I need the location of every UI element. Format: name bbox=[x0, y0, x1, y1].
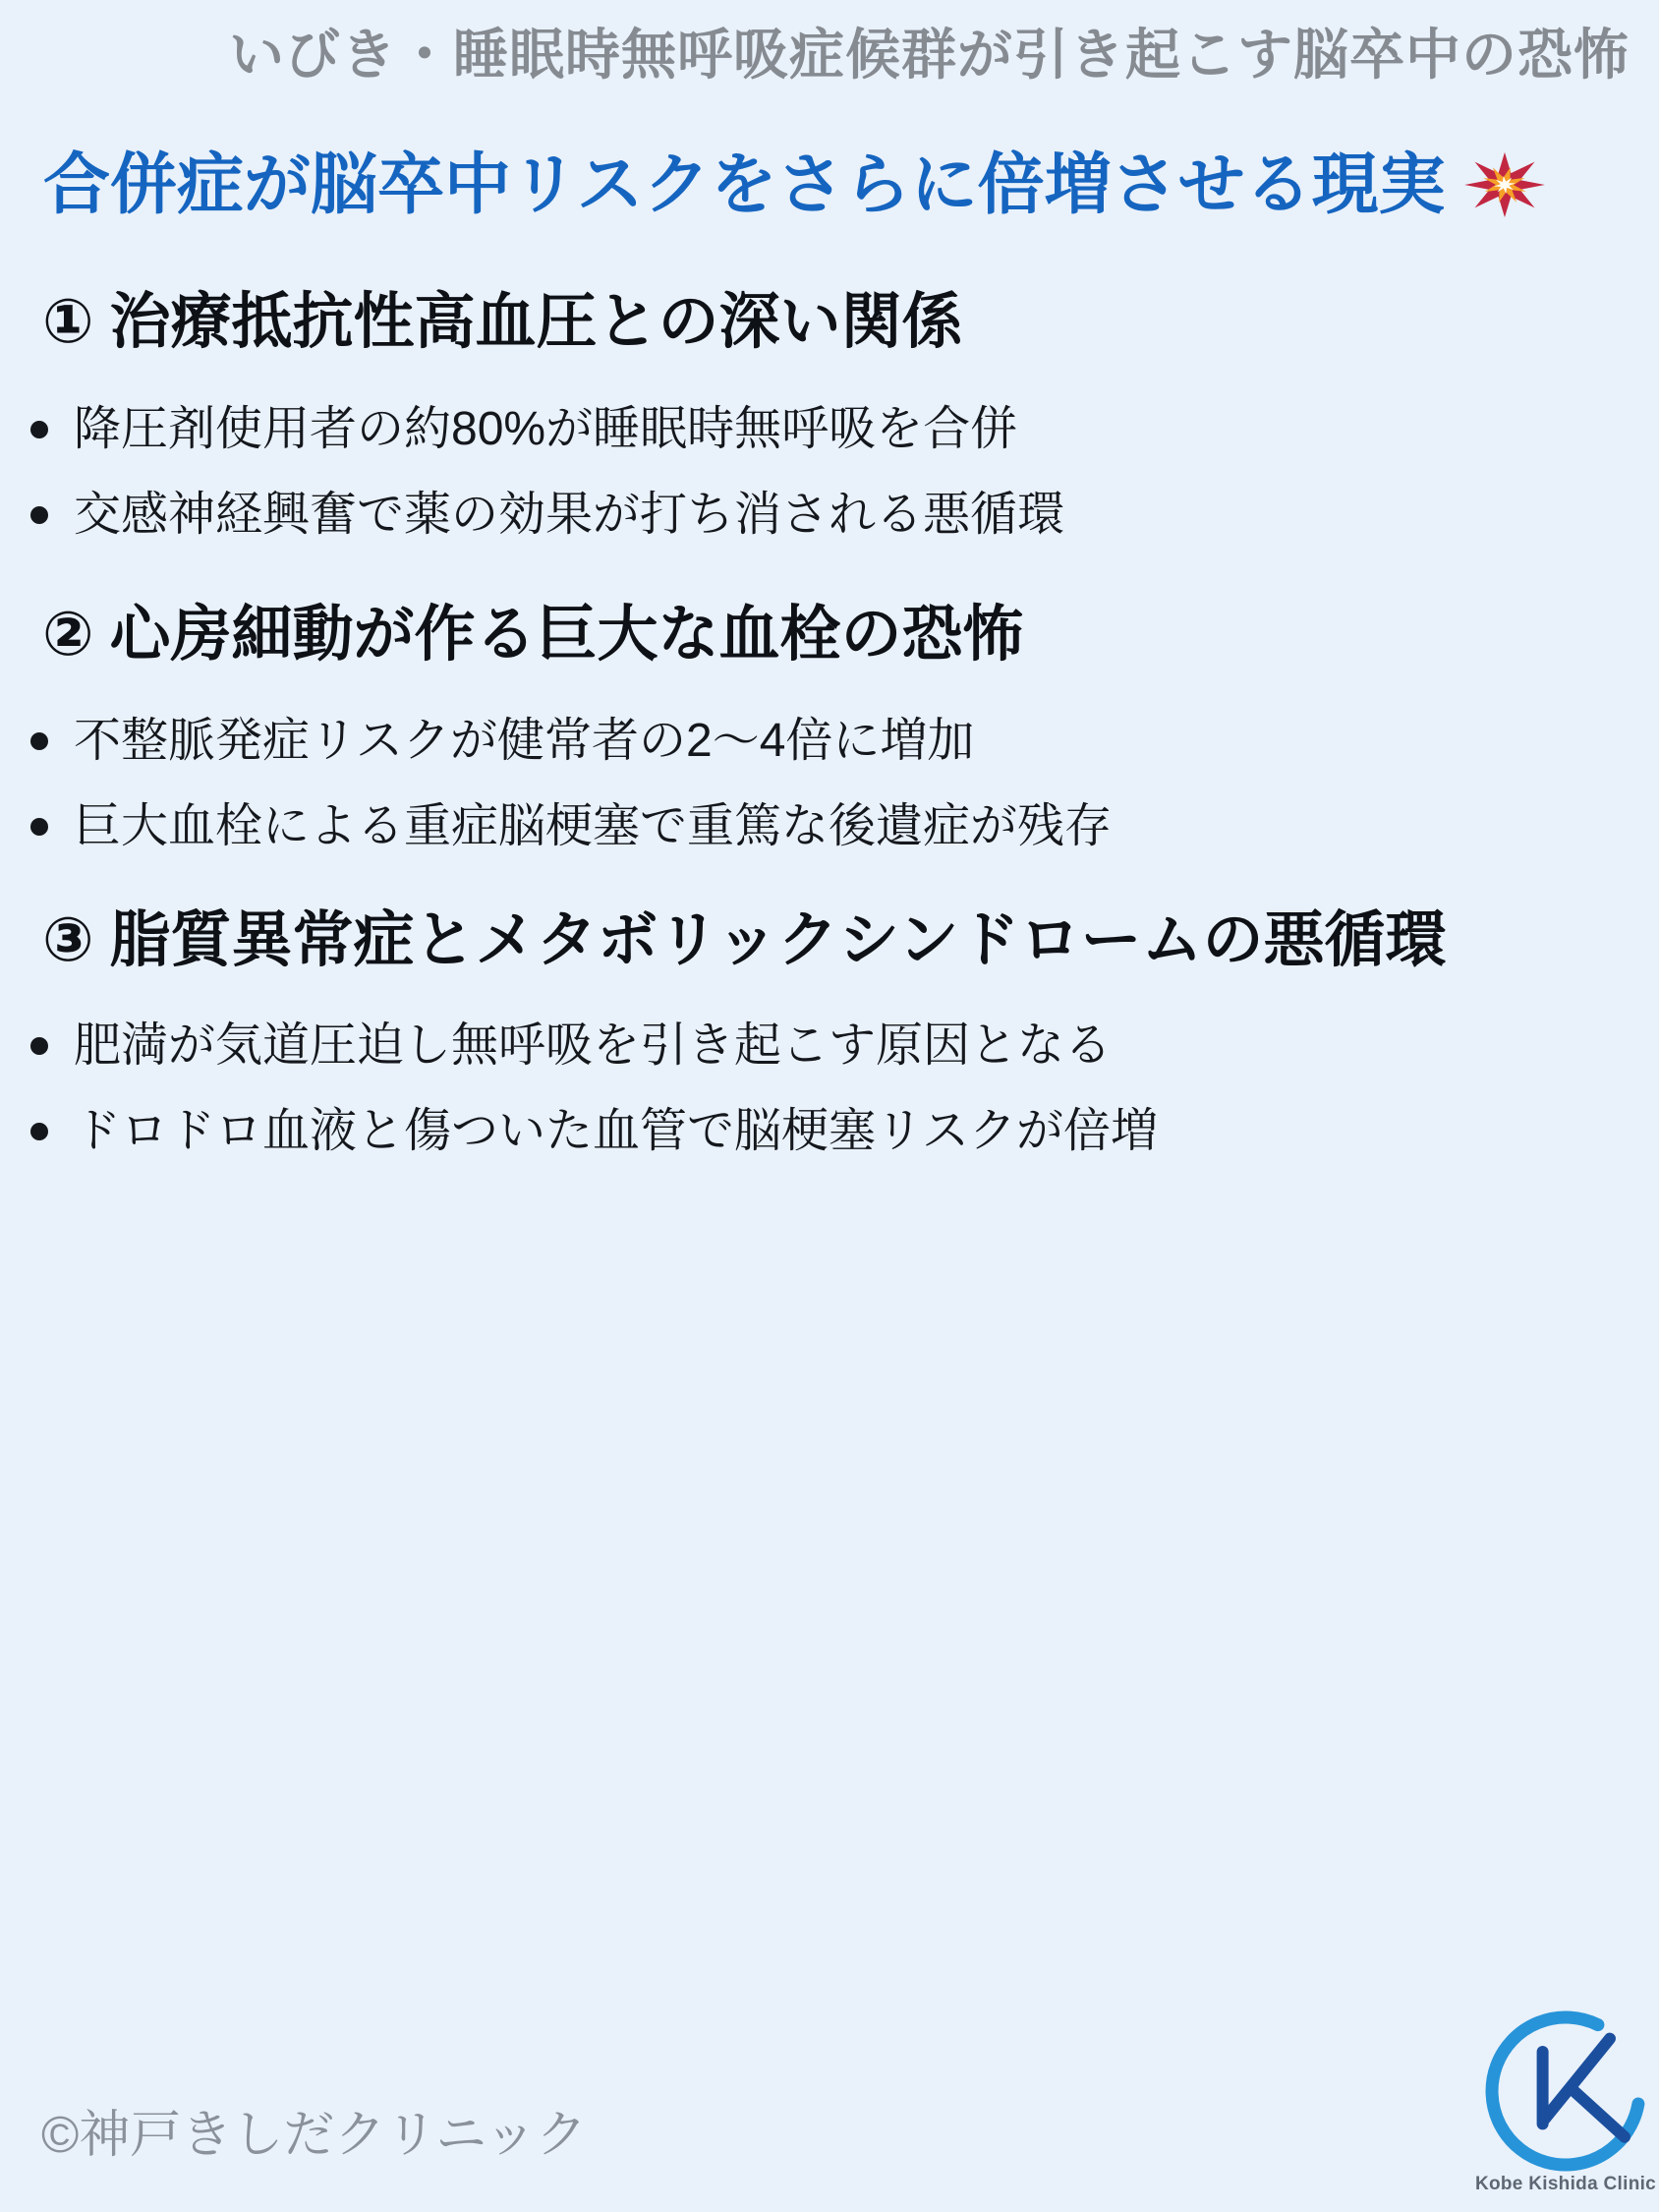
section-2-heading-text: 心房細動が作る巨大な血栓の恐怖 bbox=[109, 601, 1024, 669]
section-1-number: ① bbox=[42, 288, 94, 356]
list-item bbox=[30, 717, 974, 766]
bullet-text: 交感神経興奮で薬の効果が打ち消される悪循環 bbox=[74, 489, 1065, 541]
bullet-dot bbox=[30, 1037, 48, 1055]
clinic-logo-caption: Kobe Kishida Clinic bbox=[1474, 2174, 1657, 2194]
section-3-heading bbox=[42, 908, 1446, 974]
clinic-logo-icon bbox=[1482, 2008, 1649, 2175]
list-item bbox=[30, 802, 1112, 851]
bullet-dot bbox=[30, 732, 48, 750]
bullet-text: 肥満が気道圧迫し無呼吸を引き起こす原因となる bbox=[74, 1019, 1113, 1072]
list-item bbox=[30, 1107, 1158, 1156]
section-1-heading-text: 治療抵抗性高血圧との深い関係 bbox=[109, 288, 963, 356]
bullet-dot bbox=[30, 506, 48, 524]
page-title-text: 合併症が脳卒中リスクをさらに倍増させる現実 bbox=[43, 147, 1446, 222]
list-item bbox=[30, 491, 1064, 540]
section-3-number: ③ bbox=[42, 906, 94, 974]
bullet-text: ドロドロ血液と傷ついた血管で脳梗塞リスクが倍増 bbox=[74, 1105, 1159, 1157]
section-2-heading bbox=[42, 603, 1024, 669]
section-1-heading bbox=[42, 290, 963, 356]
copyright-text: ©神戸きしだクリニック bbox=[41, 2107, 588, 2164]
bullet-text: 巨大血栓による重症脳梗塞で重篤な後遺症が残存 bbox=[74, 800, 1113, 852]
bullet-dot bbox=[30, 818, 48, 836]
bullet-text: 降圧剤使用者の約80%が睡眠時無呼吸を合併 bbox=[74, 403, 1018, 455]
section-2-number: ② bbox=[42, 601, 94, 669]
section-3-heading-text: 脂質異常症とメタボリックシンドロームの悪循環 bbox=[109, 906, 1447, 974]
bullet-dot bbox=[30, 1123, 48, 1140]
list-item bbox=[30, 1021, 1112, 1071]
bullet-text: 不整脈発症リスクが健常者の2〜4倍に増加 bbox=[74, 715, 975, 767]
page-header-subtitle: いびき・睡眠時無呼吸症候群が引き起こす脳卒中の恐怖 bbox=[229, 24, 1630, 86]
page-title bbox=[43, 147, 1548, 222]
collision-emoji-icon bbox=[1461, 147, 1548, 222]
bullet-dot bbox=[30, 421, 48, 438]
list-item bbox=[30, 405, 1017, 454]
